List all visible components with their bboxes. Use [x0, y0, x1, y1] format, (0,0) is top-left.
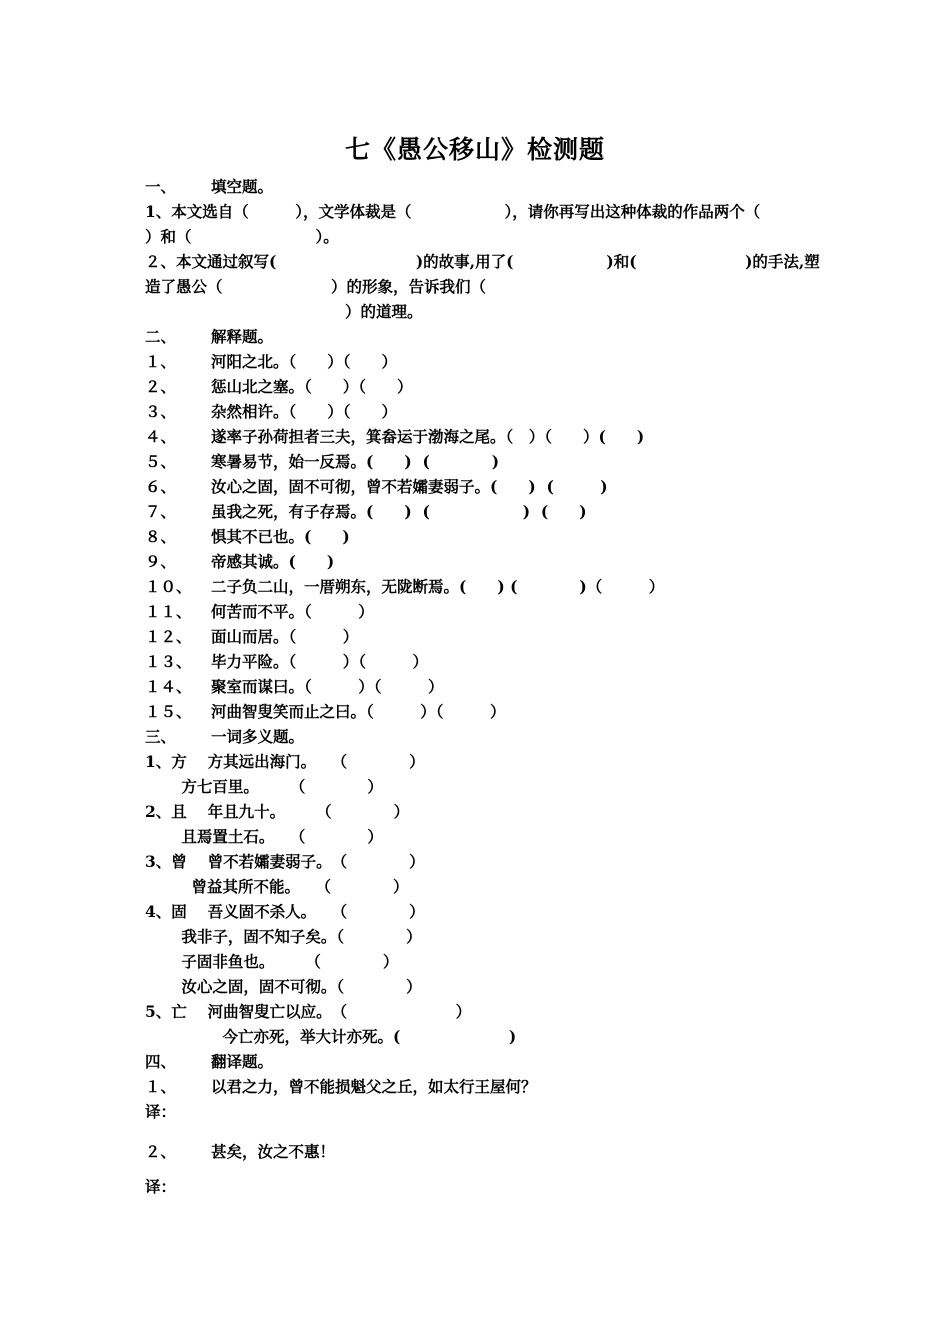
fill-q1-line2: ）和（ ）。 [145, 227, 339, 246]
explain-item: ４、 遂率子孙荷担者三夫，箕畚运于渤海之尾。（ ）（ ）( ) [145, 427, 645, 446]
explain-item: １３、 毕力平险。（ ）（ ） [145, 652, 429, 671]
page-title: 七《愚公移山》检测题 [344, 135, 605, 164]
explain-item: １１、 何苦而不平。（ ） [145, 602, 374, 621]
explain-item: １４、 聚室而谋曰。（ ）（ ） [145, 677, 444, 696]
section-2-heading: 二、 解释题。 [145, 327, 274, 346]
explain-item: ８、 惧其不已也。( ) [145, 527, 350, 546]
explain-item: ７、 虽我之死，有子存焉。( ) ( ) ( ) [145, 502, 587, 521]
fill-q2-line1: ２、本文通过叙写( )的故事,用了( )和( )的手法,塑 [145, 252, 820, 271]
explain-item: ３、 杂然相许。（ ）（ ） [145, 402, 398, 421]
polysemy-line: 4、固 吾义固不杀人。 （ ） [145, 902, 425, 921]
polysemy-line: 汝心之固，固不可彻。（ ） [145, 977, 422, 996]
section-4-heading: 四、 翻译题。 [145, 1052, 274, 1071]
explain-item: １５、 河曲智叟笑而止之曰。（ ）（ ） [145, 702, 506, 721]
fill-q2-line3: ）的道理。 [345, 302, 423, 321]
polysemy-line: 且焉置土石。 （ ） [145, 827, 383, 846]
polysemy-line: 今亡亦死，举大计亦死。( ) [145, 1027, 517, 1046]
polysemy-line: 曾益其所不能。 （ ） [145, 877, 409, 896]
polysemy-line: 子固非鱼也。 （ ） [145, 952, 399, 971]
polysemy-line: 2、且 年且九十。 （ ） [145, 802, 410, 821]
explain-item: １０、 二子负二山，一厝朔东，无陇断焉。( ) ( )（ ） [145, 577, 665, 596]
explain-item: ５、 寒暑易节，始一反焉。( ) ( ) [145, 452, 500, 471]
explain-item: １、 河阳之北。（ ）（ ） [145, 352, 398, 371]
explain-item: ９、 帝感其诚。( ) [145, 552, 335, 571]
explain-item: ２、 惩山北之塞。（ ）（ ） [145, 377, 413, 396]
polysemy-line: 3、曾 曾不若孀妻弱子。 （ ） [145, 852, 425, 871]
polysemy-line: 我非子，固不知子矣。（ ） [145, 927, 422, 946]
explain-item: ６、 汝心之固，固不可彻，曾不若孀妻弱子。( ) ( ) [145, 477, 608, 496]
polysemy-line: 5、亡 河曲智叟亡以应。 （ ） [145, 1002, 472, 1021]
polysemy-line: 方七百里。 （ ） [145, 777, 383, 796]
fill-q1-line1: 1、本文选自（ ），文学体裁是（ ），请你再写出这种体裁的作品两个（ [145, 202, 761, 221]
polysemy-line: 1、方 方其远出海门。 （ ） [145, 752, 425, 771]
translate-q2: ２、 甚矣，汝之不惠！ [145, 1142, 336, 1161]
section-1-heading: 一、 填空题。 [145, 177, 274, 196]
translate-q1: １、 以君之力，曾不能损魁父之丘，如太行王屋何？ [145, 1077, 537, 1096]
fill-q2-line2: 造了愚公（ ）的形象，告诉我们（ [145, 277, 487, 296]
explain-item: １２、 面山而居。（ ） [145, 627, 359, 646]
translate-q2-label: 译： [145, 1177, 177, 1196]
translate-q1-label: 译： [145, 1102, 177, 1121]
section-3-heading: 三、 一词多义题。 [145, 727, 305, 746]
